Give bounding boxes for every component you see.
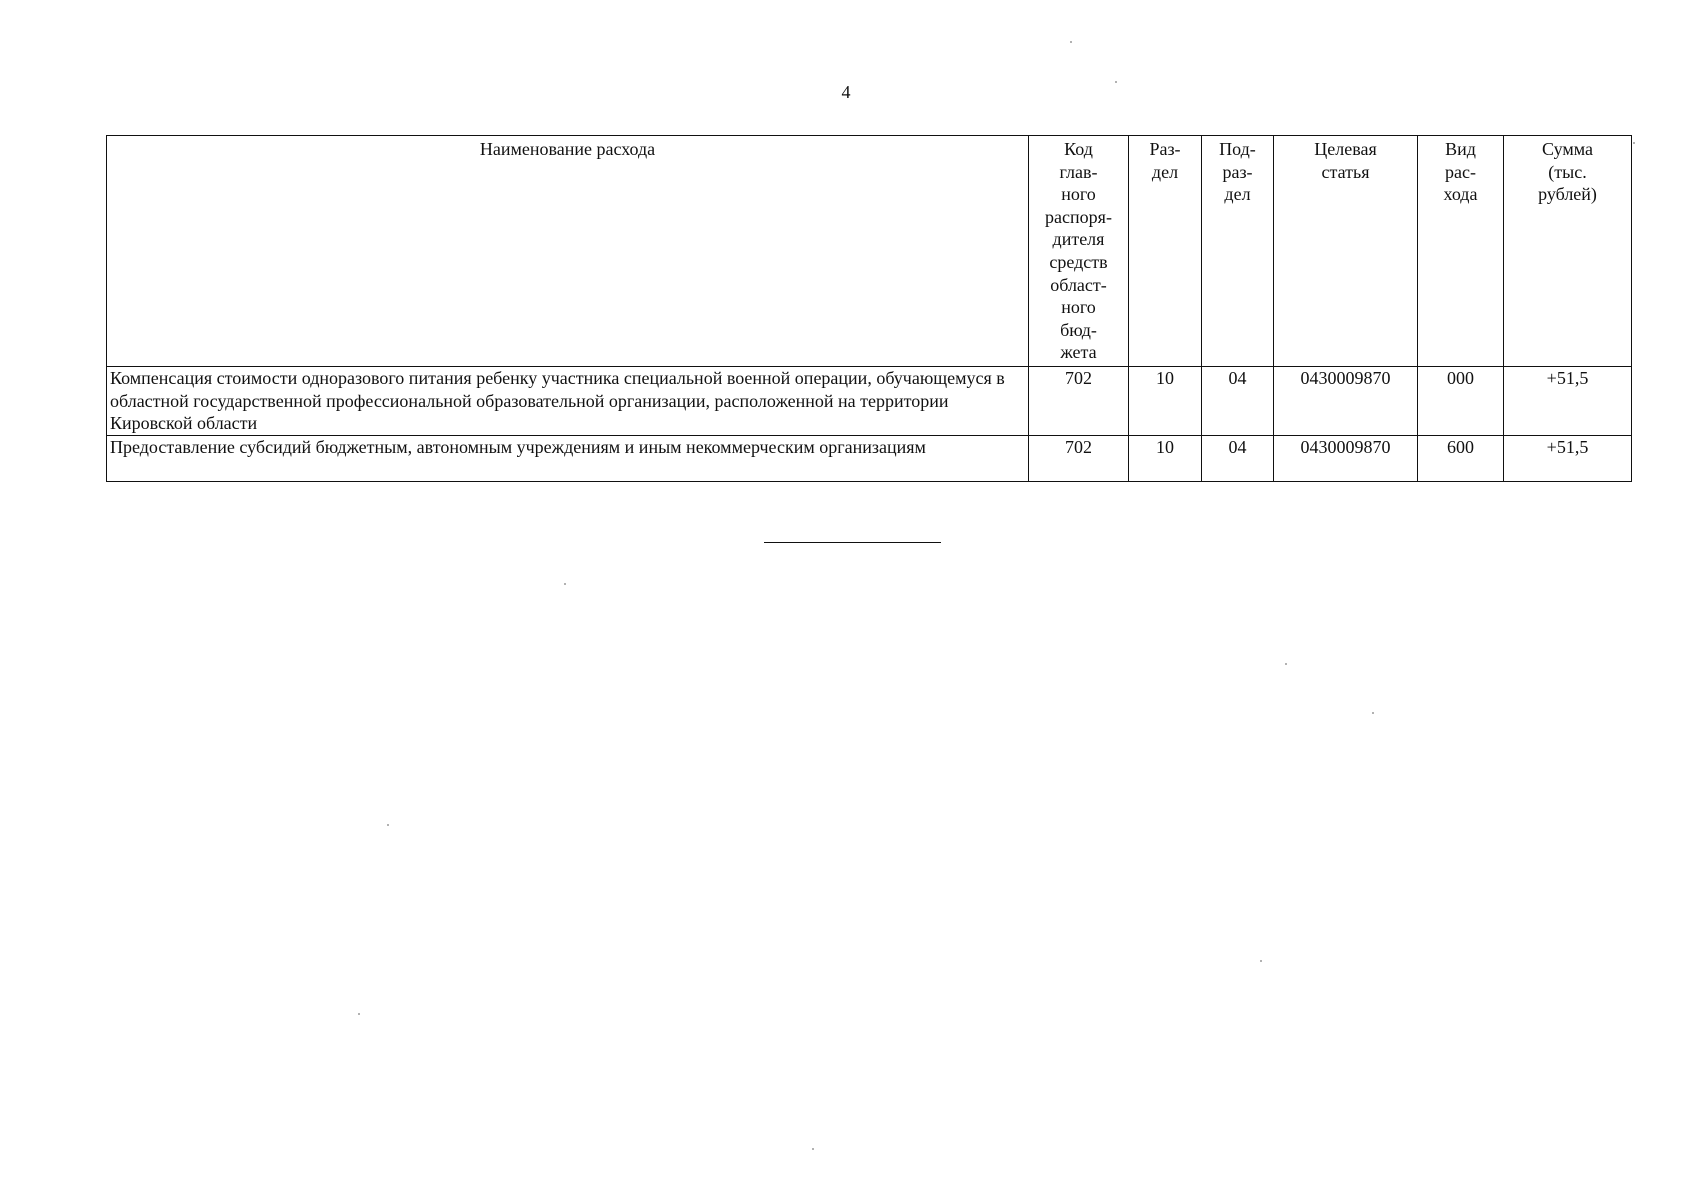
row-subsection: 04	[1202, 367, 1274, 436]
table-row	[107, 436, 1632, 482]
header-expense-type: Вид рас- хода	[1418, 136, 1504, 367]
row-expense-type: 600	[1418, 436, 1504, 482]
row-expense-name: Предоставление субсидий бюджетным, автономным учреждениям и иным некоммерческим организациям	[107, 436, 1029, 482]
header-expense-name	[107, 136, 1029, 367]
row-section: 10	[1129, 367, 1202, 436]
row-expense-name: Компенсация стоимости одноразового питания ребенку участника специальной военной операции, обучающемуся в областной государственной профессиональной образовательной организации, расположенной на территории Кировской области	[107, 367, 1029, 436]
row-subsection: 04	[1202, 436, 1274, 482]
scan-speck	[564, 583, 566, 585]
header-chief-administrator-code: Код глав- ного распоря- дителя средств област- ного бюд- жета	[1029, 136, 1129, 367]
scan-speck	[1260, 960, 1262, 962]
scan-speck	[1285, 663, 1287, 665]
scan-speck	[1372, 712, 1374, 714]
row-amount: +51,5	[1504, 367, 1632, 436]
header-subsection: Под- раз- дел	[1202, 136, 1274, 367]
header-target-article: Целевая статья	[1274, 136, 1418, 367]
footer-rule	[764, 542, 941, 543]
row-section: 10	[1129, 436, 1202, 482]
scan-speck	[1115, 81, 1117, 83]
row-expense-type: 000	[1418, 367, 1504, 436]
header-section: Раз- дел	[1129, 136, 1202, 367]
scan-speck	[1070, 41, 1072, 43]
scan-speck	[812, 1148, 814, 1150]
scan-speck	[358, 1013, 360, 1015]
page-number: 4	[841, 82, 851, 102]
row-code: 702	[1029, 367, 1129, 436]
row-amount: +51,5	[1504, 436, 1632, 482]
header-amount: Сумма (тыс. рублей)	[1504, 136, 1632, 367]
row-code: 702	[1029, 436, 1129, 482]
table-header-row	[107, 136, 1632, 367]
header-expense-name-label: Наименование расхода	[479, 139, 656, 159]
row-target-article: 0430009870	[1274, 436, 1418, 482]
scan-speck	[387, 824, 389, 826]
row-target-article: 0430009870	[1274, 367, 1418, 436]
scan-speck	[1633, 142, 1635, 144]
expense-table	[106, 135, 1632, 482]
table-row	[107, 367, 1632, 436]
